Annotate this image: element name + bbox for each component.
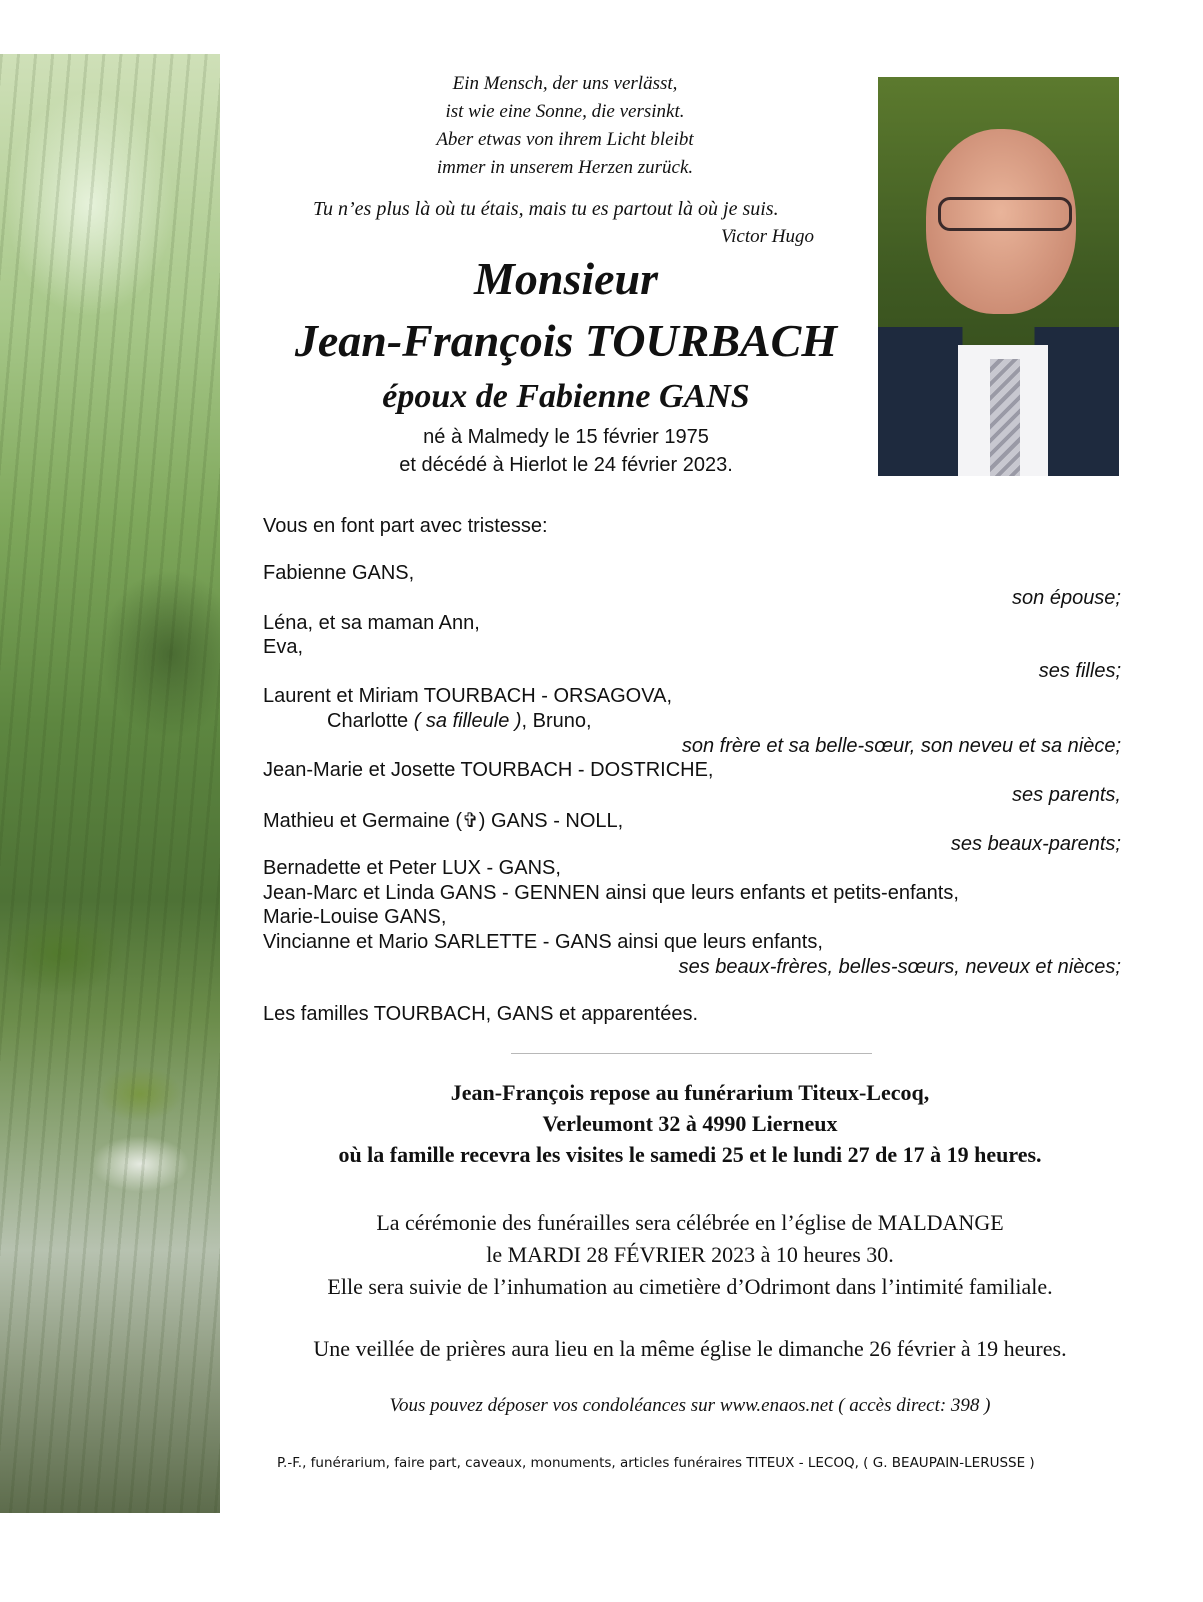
family-entry: Léna, et sa maman Ann, — [263, 612, 480, 634]
family-entry: Laurent et Miriam TOURBACH - ORSAGOVA, — [263, 685, 672, 707]
family-entry: Marie-Louise GANS, — [263, 906, 447, 928]
honorific: Monsieur — [473, 253, 659, 304]
vigil-text: Une veillée de prières aura lieu en la même église le dimanche 26 février à 19 heures. — [313, 1336, 1067, 1361]
family-entry: Jean-Marie et Josette TOURBACH - DOSTRICHE, — [263, 759, 714, 781]
family-entry: Bernadette et Peter LUX - GANS, — [263, 857, 561, 879]
condolences-text: Vous pouvez déposer vos condoléances sur www.enaos.net ( accès direct: 398 ) — [389, 1395, 991, 1416]
family-relation: ses filles; — [1038, 660, 1121, 682]
funerarium-line: Jean-François repose au funérarium Titeux-Lecoq, — [450, 1080, 930, 1105]
forest-stream-image — [0, 54, 220, 1513]
family-entry: Charlotte ( sa filleule ), Bruno, — [327, 710, 592, 732]
portrait-photo — [878, 77, 1119, 476]
death-line: et décédé à Hierlot le 24 février 2023. — [399, 454, 733, 476]
family-entry: Les familles TOURBACH, GANS et apparentées. — [263, 1003, 698, 1025]
family-entry: Mathieu et Germaine (✞) GANS - NOLL, — [263, 810, 624, 832]
deceased-name: Jean-François TOURBACH — [294, 315, 838, 366]
family-relation: ses parents, — [1012, 784, 1121, 806]
quote-de-line: immer in unserem Herzen zurück. — [436, 157, 694, 178]
family-entry: Fabienne GANS, — [263, 562, 415, 584]
family-entry: Vincianne et Mario SARLETTE - GANS ainsi que leurs enfants, — [263, 931, 823, 953]
intro-text: Vous en font part avec tristesse: — [263, 515, 548, 537]
family-entry: Eva, — [263, 636, 304, 658]
ceremony-line: La cérémonie des funérailles sera célébrée en l’église de MALDANGE — [376, 1210, 1004, 1235]
quote-author: Victor Hugo — [720, 226, 814, 247]
footer-text: P.-F., funérarium, faire part, caveaux, monuments, articles funéraires TITEUX - LECOQ, ( G. BEAUPAIN-LERUSSE ) — [277, 1455, 1035, 1471]
funerarium-line: où la famille recevra les visites le samedi 25 et le lundi 27 de 17 à 19 heures. — [338, 1142, 1042, 1167]
family-relation: son épouse; — [1012, 587, 1121, 609]
funerarium-line: Verleumont 32 à 4990 Lierneux — [542, 1111, 838, 1136]
family-relation: ses beaux-parents; — [950, 833, 1121, 855]
cross-icon: ✞ — [461, 810, 479, 832]
family-relation: son frère et sa belle-sœur, son neveu et sa nièce; — [681, 735, 1121, 757]
quote-de-line: Ein Mensch, der uns verlässt, — [452, 73, 678, 94]
spouse-line: époux de Fabienne GANS — [382, 378, 750, 415]
birth-line: né à Malmedy le 15 février 1975 — [423, 426, 709, 448]
divider — [511, 1053, 872, 1054]
quote-de-line: Aber etwas von ihrem Licht bleibt — [436, 129, 694, 150]
family-entry: Jean-Marc et Linda GANS - GENNEN ainsi que leurs enfants et petits-enfants, — [263, 882, 959, 904]
family-relation: ses beaux-frères, belles-sœurs, neveux et nièces; — [678, 956, 1121, 978]
ceremony-line: le MARDI 28 FÉVRIER 2023 à 10 heures 30. — [486, 1242, 894, 1267]
ceremony-line: Elle sera suivie de l’inhumation au cimetière d’Odrimont dans l’intimité familiale. — [327, 1274, 1053, 1299]
quote-fr: Tu n’es plus là où tu étais, mais tu es partout là où je suis. — [313, 198, 779, 220]
quote-de-line: ist wie eine Sonne, die versinkt. — [445, 101, 685, 122]
